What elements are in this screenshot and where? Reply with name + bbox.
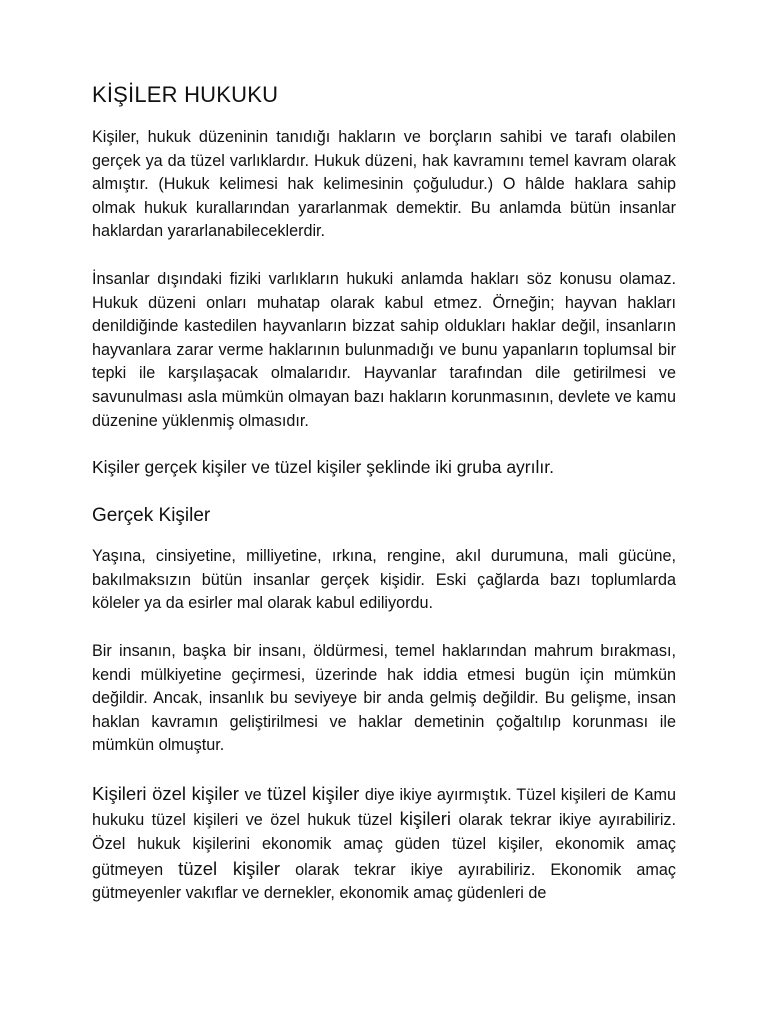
text-run: Kişileri (92, 782, 147, 804)
document-page (92, 80, 676, 922)
text-run: kişileri (399, 808, 452, 830)
section-heading-real-persons: Gerçek Kişiler (92, 505, 211, 527)
paragraph-classification: Kişiler gerçek kişiler ve tüzel kişiler şeklinde iki gruba ayrılır. (92, 457, 554, 478)
page-title: KİŞİLER HUKUKU (92, 82, 279, 107)
paragraph-animal-rights: İnsanlar dışındaki fiziki varlıkların hukuki anlamda hakları söz konusu olamaz. Hukuk düzeni onları muhatap olarak kabul etmez. Örneğin; hayvan hakları denildiğinde kastedilen hayvanların bizzat sahip oldukları haklar değil, insanların hayvanlara zarar verme haklarının bulunmadığı ve bunu yapanların toplumsal bir tepki ile karşılaşacak olmalarıdır. Hayvanlar tarafından dile getirilmesi ve savunulması asla mümkün olmayan bazı hakların korunmasının, devlete ve kamu düzenine yüklenmiş olmasıdır. (92, 269, 676, 430)
text-run: tüzel kişiler (178, 857, 281, 879)
text-run: diye ikiye ayırmıştık. Tüzel kişileri de Kamu hukuku tüzel kişileri (92, 785, 677, 830)
text-run: olarak tekrar ikiye ayırabiliriz. Özel hukuk kişilerini ekonomik amaç güden tüzel kişiler, ekonomik amaç gütmeyen (92, 811, 677, 879)
paragraph-definition: Kişiler, hukuk düzeninin tanıdığı hakların ve borçların sahibi ve tarafı olabilen gerçek ya da tüzel varlıklardır. Hukuk düzeni, hak kavramını temel kavram olarak almıştır. (Hukuk kelimesi hak kelimesinin çoğuludur.) O hâlde haklara sahip olmak hukuk kurallarından yararlanmak demektir. Bu anlamda bütün insanlar haklardan yararlanabileceklerdir. (92, 128, 676, 241)
text-run: ve özel hukuk tüzel (245, 811, 400, 830)
paragraph-equality: Yaşına, cinsiyetine, milliyetine, ırkına, rengine, akıl durumuna, mali gücüne, bakılmaksızın bütün insanlar gerçek kişidir. Eski çağlarda bazı toplumlarda köleler ya da esirler mal olarak kabul ediliyordu. (92, 547, 676, 613)
paragraph-legal-persons (92, 782, 676, 906)
text-run: özel kişiler (146, 782, 245, 804)
text-run: tüzel kişiler (261, 782, 365, 804)
text-run: ve (244, 785, 262, 804)
paragraph-human-rights: Bir insanın, başka bir insanı, öldürmesi, temel haklarından mahrum bırakması, kendi mülkiyetine geçirmesi, üzerinde hak iddia etmesi bugün için mümkün değildir. Ancak, insanlık bu seviyeye bir anda gelmiş değildir. Bu gelişme, insan haklan kavramın geliştirilmesi ve haklar demetinin çoğaltılıp korunması ile mümkün olmuştur. (92, 641, 676, 755)
text-run: olarak tekrar ikiye ayırabiliriz. Ekonomik amaç gütmeyenler vakıflar ve dernekler, ekonomik amaç güdenleri de (92, 860, 676, 903)
